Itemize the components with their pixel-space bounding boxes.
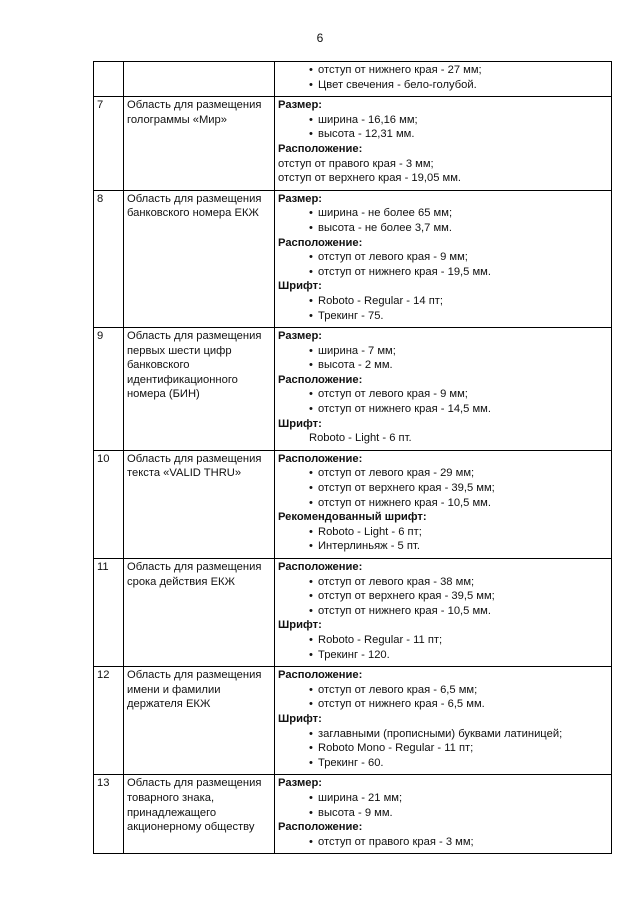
list-item: • ширина - 21 мм; [318, 791, 608, 806]
area-name-cell: Область для размещения товарного знака, принадлежащего акционерному обществу [124, 775, 275, 854]
parameters-cell [275, 97, 612, 191]
list-item: • отступ от левого края - 6,5 мм; [318, 683, 608, 698]
list-item: • отступ от нижнего края - 6,5 мм. [318, 697, 608, 712]
section-label: Рекомендованный шрифт: [278, 511, 427, 524]
parameters-cell [275, 190, 612, 327]
section-label: Расположение: [278, 142, 363, 155]
bullet-list [278, 250, 608, 279]
area-name-cell: Область для размещения имени и фамилии держателя ЕКЖ [124, 667, 275, 775]
table-row [94, 328, 612, 451]
bullet-list [278, 113, 608, 142]
row-number-cell: 9 [94, 328, 124, 451]
parameters-cell [275, 775, 612, 854]
bullet-list [278, 344, 608, 373]
bullet-list [278, 525, 608, 554]
specification-table [93, 61, 612, 854]
bullet-list [278, 835, 608, 850]
row-number-cell: 11 [94, 559, 124, 667]
list-item: • отступ от верхнего края - 39,5 мм; [318, 481, 608, 496]
list-item: • Трекинг - 120. [318, 648, 608, 663]
table-row [94, 559, 612, 667]
area-name-cell: Область для размещения банковского номера ЕКЖ [124, 190, 275, 327]
area-name-cell: Область для размещения текста «VALID THRU» [124, 450, 275, 558]
bullet-list [278, 633, 608, 662]
area-name-cell: Область для размещения первых шести цифр банковского идентификационного номера (БИН) [124, 328, 275, 451]
area-name-cell: Область для размещения срока действия ЕКЖ [124, 559, 275, 667]
section-label: Расположение: [278, 236, 363, 249]
list-item: • ширина - 16,16 мм; [318, 113, 608, 128]
bullet-list [278, 63, 608, 92]
list-item: • Трекинг - 60. [318, 756, 608, 771]
section-label: Размер: [278, 330, 323, 343]
section-label: Расположение: [278, 669, 363, 682]
parameters-cell [275, 62, 612, 97]
bullet-list [278, 466, 608, 510]
area-name-cell [124, 62, 275, 97]
section-label: Размер: [278, 99, 323, 112]
row-number-cell: 12 [94, 667, 124, 775]
list-item: • отступ от левого края - 9 мм; [318, 250, 608, 265]
list-item: • отступ от левого края - 29 мм; [318, 466, 608, 481]
section-label: Расположение: [278, 561, 363, 573]
list-item: • отступ от верхнего края - 39,5 мм; [318, 589, 608, 604]
plain-line: отступ от верхнего края - 19,05 мм. [278, 172, 462, 185]
area-name-cell: Область для размещения голограммы «Мир» [124, 97, 275, 191]
plain-line: отступ от правого края - 3 мм; [278, 157, 434, 170]
bullet-list [278, 575, 608, 619]
page-number: 6 [316, 31, 324, 45]
section-label: Шрифт: [278, 619, 322, 632]
row-number-cell: 10 [94, 450, 124, 558]
section-label: Шрифт: [278, 712, 322, 725]
section-label: Расположение: [278, 452, 363, 465]
list-item: • заглавными (прописными) буквами латиницей; [318, 727, 608, 742]
list-item: • Цвет свечения - бело-голубой. [318, 78, 608, 93]
list-item: • отступ от нижнего края - 14,5 мм. [318, 402, 608, 417]
bullet-list [278, 206, 608, 235]
bullet-list [278, 683, 608, 712]
list-item: • Roboto - Light - 6 пт; [318, 525, 608, 540]
table-row [94, 190, 612, 327]
bullet-list [278, 727, 608, 771]
table-row [94, 450, 612, 558]
list-item: • отступ от нижнего края - 27 мм; [318, 63, 608, 78]
list-item: • отступ от правого края - 3 мм; [318, 835, 608, 850]
parameters-cell [275, 328, 612, 451]
table-row [94, 97, 612, 191]
row-number-cell [94, 62, 124, 97]
list-item: • ширина - не более 65 мм; [318, 206, 608, 221]
bullet-list [278, 387, 608, 416]
row-number-cell: 13 [94, 775, 124, 854]
list-item: • высота - 2 мм. [318, 358, 608, 373]
list-item: • высота - 9 мм. [318, 806, 608, 821]
list-item: • Трекинг - 75. [318, 309, 608, 324]
list-item: • Roboto - Regular - 14 пт; [318, 294, 608, 309]
row-number-cell: 8 [94, 190, 124, 327]
table-row [94, 667, 612, 775]
parameters-cell [275, 667, 612, 775]
bullet-list [278, 791, 608, 820]
list-item: • отступ от нижнего края - 19,5 мм. [318, 265, 608, 280]
table-body [94, 62, 612, 854]
table-row [94, 62, 612, 97]
list-item: • высота - не более 3,7 мм. [318, 221, 608, 236]
indented-line: Roboto - Light - 6 пт. [309, 432, 412, 445]
list-item: • ширина - 7 мм; [318, 344, 608, 359]
section-label: Шрифт: [278, 280, 322, 293]
parameters-cell [275, 559, 612, 667]
section-label: Расположение: [278, 373, 363, 386]
bullet-list [278, 294, 608, 323]
parameters-cell [275, 450, 612, 558]
list-item: • отступ от нижнего края - 10,5 мм. [318, 604, 608, 619]
list-item: • отступ от левого края - 9 мм; [318, 387, 608, 402]
list-item: • Интерлиньяж - 5 пт. [318, 539, 608, 554]
list-item: • отступ от нижнего края - 10,5 мм. [318, 496, 608, 511]
table-row [94, 775, 612, 854]
list-item: • высота - 12,31 мм. [318, 127, 608, 142]
list-item: • Roboto - Regular - 11 пт; [318, 633, 608, 648]
list-item: • отступ от левого края - 38 мм; [318, 575, 608, 590]
section-label: Шрифт: [278, 417, 322, 430]
row-number-cell: 7 [94, 97, 124, 191]
section-label: Размер: [278, 192, 323, 205]
list-item: • Roboto Mono - Regular - 11 пт; [318, 741, 608, 756]
section-label: Расположение: [278, 821, 363, 834]
section-label: Размер: [278, 777, 323, 790]
